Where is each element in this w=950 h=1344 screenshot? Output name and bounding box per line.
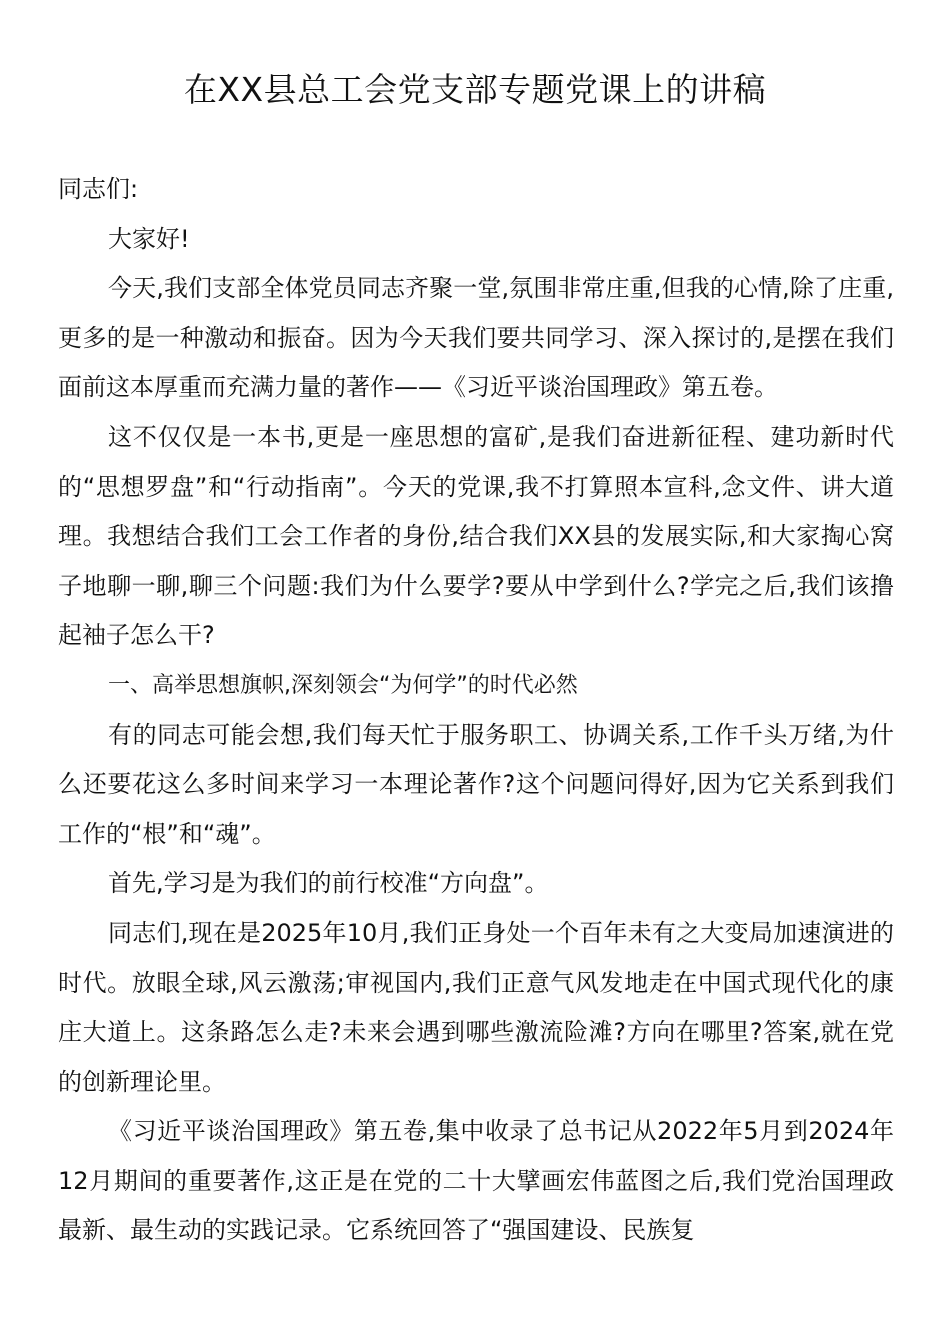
paragraph: 这不仅仅是一本书,更是一座思想的富矿,是我们奋进新征程、建功新时代的“思想罗盘”和“行动指南”。今天的党课,我不打算照本宣科,念文件、讲大道理。我想结合我们工会工作者的身份,结合我们XX县的发展实际,和大家掏心窝子地聊一聊,聊三个问题:我们为什么要学?要从中学到什么?学完之后,我们该撸起袖子怎么干? <box>58 422 894 650</box>
document-title: 在XX县总工会党支部专题党课上的讲稿 <box>183 70 767 109</box>
paragraph: 今天,我们支部全体党员同志齐聚一堂,氛围非常庄重,但我的心情,除了庄重,更多的是一种激动和振奋。因为今天我们要共同学习、深入探讨的,是摆在我们面前这本厚重而充满力量的著作——《习近平谈治国理政》第五卷。 <box>58 274 894 402</box>
salutation: 同志们: <box>58 175 139 203</box>
paragraph: 《习近平谈治国理政》第五卷,集中收录了总书记从2022年5月到2024年12月期间的重要著作,这正是在党的二十大擘画宏伟蓝图之后,我们党治国理政最新、最生动的实践记录。它系统回答了“强国建设、民族复 <box>58 1117 894 1245</box>
section-heading: 一、高举思想旗帜,深刻领会“为何学”的时代必然 <box>108 672 578 698</box>
paragraph: 有的同志可能会想,我们每天忙于服务职工、协调关系,工作千头万绪,为什么还要花这么多时间来学习一本理论著作?这个问题问得好,因为它关系到我们工作的“根”和“魂”。 <box>58 720 894 848</box>
paragraph: 首先,学习是为我们的前行校准“方向盘”。 <box>108 869 549 898</box>
document-body <box>58 165 894 1256</box>
paragraph: 同志们,现在是2025年10月,我们正身处一个百年未有之大变局加速演进的时代。放眼全球,风云激荡;审视国内,我们正意气风发地走在中国式现代化的康庄大道上。这条路怎么走?未来会遇到哪些激流险滩?方向在哪里?答案,就在党的创新理论里。 <box>58 918 894 1096</box>
paragraph: 大家好! <box>108 224 190 253</box>
